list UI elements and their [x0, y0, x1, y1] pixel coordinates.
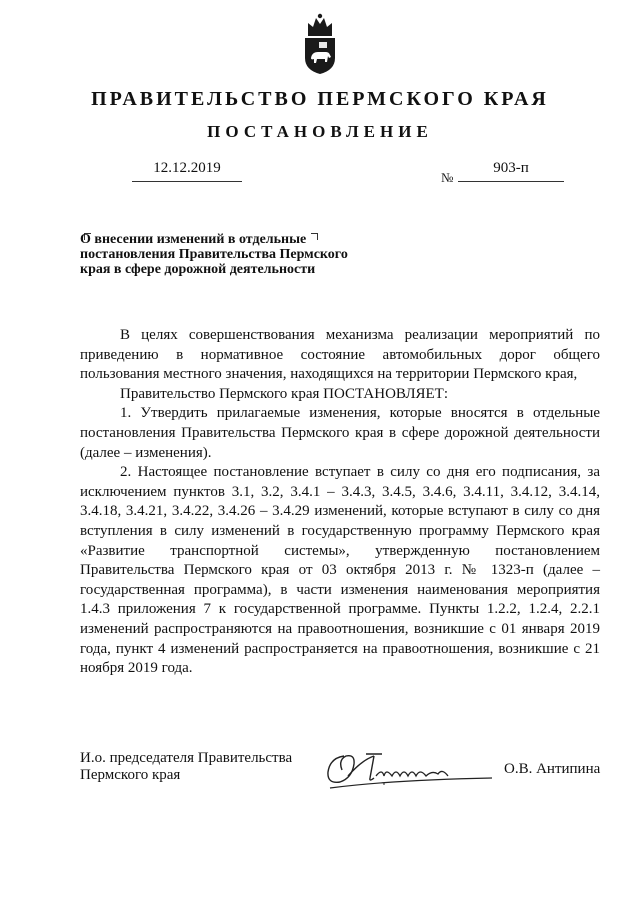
document-type: ПОСТАНОВЛЕНИЕ [207, 122, 433, 141]
handwritten-signature-icon [322, 746, 502, 792]
coat-of-arms-icon [302, 12, 338, 76]
body-paragraph-2: Правительство Пермского края ПОСТАНОВЛЯЕТ: [120, 385, 449, 402]
document-date: 12.12.2019 [153, 160, 221, 176]
signatory-position-line-1: И.о. председателя Правительства [80, 750, 293, 766]
number-underline [458, 181, 564, 182]
signatory-name: О.В. Антипина [504, 761, 601, 777]
date-underline [132, 181, 242, 182]
body-paragraph-4: 2. Настоящее постановление вступает в силу со дня его подписания, за исключением пунктов 3.1, 3.2, 3.4.1 – 3.4.3, 3.4.5, 3.4.6, 3.4.11, 3.4.12, 3.4.14, 3.4.18, 3.4.21, 3.4.22, 3.4.26 – 3.4.29 изменений, которые вступают в силу со дня вступления в силу изменений в государственную программу Пермского края «Развитие транспортной системы», утвержденную постановлением Правительства Пермского края от 03 октября 2013 г. № 1323-п (далее – государственная программа), в части изменения наименования мероприятия 1.4.3 приложения 7 к государственной программе. Пункты 1.2.2, 1.2.4, 2.2.1 изменений распространяются на правоотношения, возникшие с 01 января 2019 года, пункт 4 изменений распространяется на правоотношения, возникшие с 21 ноября 2019 года. [80, 464, 600, 677]
body-paragraph-1: В целях совершенствования механизма реализации мероприятий по приведению в нормативное состояние автомобильных дорог общего пользования местного значения, находящихся на территории Пермского края, [80, 327, 600, 383]
body-paragraph-3: 1. Утвердить прилагаемые изменения, которые вносятся в отдельные постановления Правительства Пермского края в сфере дорожной деятельности (далее – изменения). [80, 405, 600, 461]
signatory-position-line-2: Пермского края [80, 767, 181, 783]
document-subject: О внесении изменений в отдельные постановления Правительства Пермского края в сфере дорожной деятельности [80, 232, 348, 277]
document-body [80, 326, 600, 679]
number-sign: № [441, 170, 454, 185]
signatory-position [80, 750, 310, 784]
government-title: ПРАВИТЕЛЬСТВО ПЕРМСКОГО КРАЯ [91, 88, 549, 110]
document-number: 903-п [493, 160, 529, 176]
